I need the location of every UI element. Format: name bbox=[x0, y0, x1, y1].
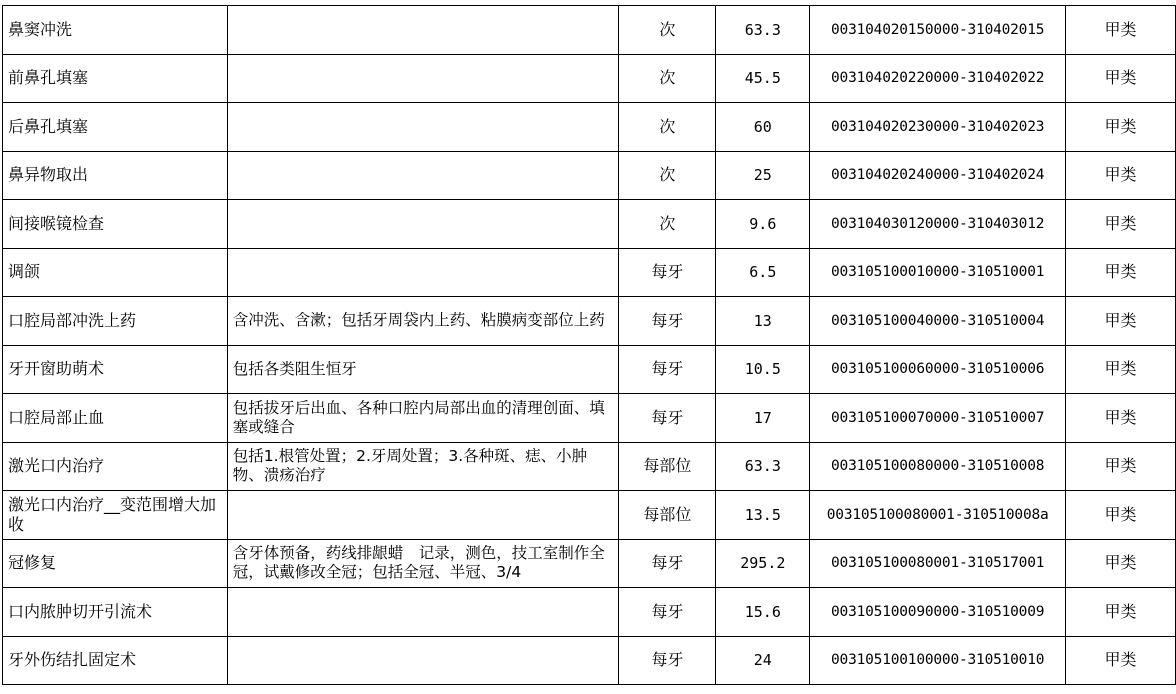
item-description-cell bbox=[227, 103, 619, 152]
price-cell: 63.3 bbox=[716, 442, 810, 491]
price-cell: 13.5 bbox=[716, 491, 810, 540]
price-cell: 63.3 bbox=[716, 6, 810, 55]
table-row bbox=[3, 6, 1176, 55]
category-cell: 甲类 bbox=[1066, 297, 1176, 346]
unit-cell: 次 bbox=[619, 200, 716, 249]
category-cell: 甲类 bbox=[1066, 588, 1176, 637]
item-description-cell bbox=[227, 248, 619, 297]
table-row bbox=[3, 539, 1176, 588]
item-code-cell: 003105100100000-310510010 bbox=[810, 636, 1066, 685]
category-cell: 甲类 bbox=[1066, 442, 1176, 491]
item-name-cell: 口腔局部冲洗上药 bbox=[3, 297, 228, 346]
item-name-cell: 牙开窗助萌术 bbox=[3, 345, 228, 394]
table-row bbox=[3, 394, 1176, 443]
category-cell: 甲类 bbox=[1066, 248, 1176, 297]
item-name-cell: 口腔局部止血 bbox=[3, 394, 228, 443]
item-description-cell: 含冲洗、含漱；包括牙周袋内上药、粘膜病变部位上药 bbox=[227, 297, 619, 346]
price-cell: 25 bbox=[716, 151, 810, 200]
item-name-cell: 冠修复 bbox=[3, 539, 228, 588]
item-name-cell: 前鼻孔填塞 bbox=[3, 54, 228, 103]
unit-cell: 次 bbox=[619, 54, 716, 103]
item-name-cell: 口内脓肿切开引流术 bbox=[3, 588, 228, 637]
price-cell: 6.5 bbox=[716, 248, 810, 297]
item-name-cell: 后鼻孔填塞 bbox=[3, 103, 228, 152]
item-description-cell bbox=[227, 200, 619, 249]
unit-cell: 次 bbox=[619, 151, 716, 200]
item-name-cell: 牙外伤结扎固定术 bbox=[3, 636, 228, 685]
item-code-cell: 003104020240000-310402024 bbox=[810, 151, 1066, 200]
category-cell: 甲类 bbox=[1066, 103, 1176, 152]
category-cell: 甲类 bbox=[1066, 6, 1176, 55]
item-description-cell: 包括拔牙后出血、各种口腔内局部出血的清理创面、填塞或缝合 bbox=[227, 394, 619, 443]
table-row bbox=[3, 54, 1176, 103]
price-cell: 9.6 bbox=[716, 200, 810, 249]
unit-cell: 每牙 bbox=[619, 539, 716, 588]
table-row bbox=[3, 248, 1176, 297]
table-row bbox=[3, 151, 1176, 200]
item-code-cell: 003105100080001-310517001 bbox=[810, 539, 1066, 588]
item-code-cell: 003104020230000-310402023 bbox=[810, 103, 1066, 152]
price-cell: 15.6 bbox=[716, 588, 810, 637]
item-name-cell: 调颌 bbox=[3, 248, 228, 297]
item-name-cell: 激光口内治疗 bbox=[3, 442, 228, 491]
price-cell: 10.5 bbox=[716, 345, 810, 394]
item-code-cell: 003105100070000-310510007 bbox=[810, 394, 1066, 443]
table-row bbox=[3, 442, 1176, 491]
item-description-cell bbox=[227, 6, 619, 55]
category-cell: 甲类 bbox=[1066, 636, 1176, 685]
unit-cell: 每牙 bbox=[619, 297, 716, 346]
item-name-cell: 间接喉镜检查 bbox=[3, 200, 228, 249]
table-row bbox=[3, 588, 1176, 637]
price-cell: 13 bbox=[716, 297, 810, 346]
unit-cell: 每牙 bbox=[619, 248, 716, 297]
table-row bbox=[3, 491, 1176, 540]
item-code-cell: 003104020150000-310402015 bbox=[810, 6, 1066, 55]
table-body bbox=[3, 6, 1176, 685]
item-code-cell: 003105100090000-310510009 bbox=[810, 588, 1066, 637]
item-name-cell: 鼻异物取出 bbox=[3, 151, 228, 200]
item-code-cell: 003105100080000-310510008 bbox=[810, 442, 1066, 491]
unit-cell: 次 bbox=[619, 6, 716, 55]
unit-cell: 每牙 bbox=[619, 588, 716, 637]
item-code-cell: 003105100040000-310510004 bbox=[810, 297, 1066, 346]
category-cell: 甲类 bbox=[1066, 539, 1176, 588]
unit-cell: 每部位 bbox=[619, 491, 716, 540]
unit-cell: 每部位 bbox=[619, 442, 716, 491]
item-code-cell: 003105100080001-310510008a bbox=[810, 491, 1066, 540]
table-row bbox=[3, 103, 1176, 152]
category-cell: 甲类 bbox=[1066, 394, 1176, 443]
category-cell: 甲类 bbox=[1066, 54, 1176, 103]
item-description-cell: 包括1.根管处置；2.牙周处置；3.各种斑、痣、小肿物、溃疡治疗 bbox=[227, 442, 619, 491]
table-row bbox=[3, 200, 1176, 249]
item-code-cell: 003104030120000-310403012 bbox=[810, 200, 1066, 249]
price-cell: 295.2 bbox=[716, 539, 810, 588]
item-description-cell: 包括各类阻生恒牙 bbox=[227, 345, 619, 394]
table-row bbox=[3, 345, 1176, 394]
item-description-cell bbox=[227, 636, 619, 685]
price-cell: 24 bbox=[716, 636, 810, 685]
fee-schedule-table bbox=[2, 5, 1176, 685]
price-cell: 17 bbox=[716, 394, 810, 443]
category-cell: 甲类 bbox=[1066, 151, 1176, 200]
item-code-cell: 003104020220000-310402022 bbox=[810, 54, 1066, 103]
unit-cell: 次 bbox=[619, 103, 716, 152]
item-description-cell bbox=[227, 151, 619, 200]
price-cell: 45.5 bbox=[716, 54, 810, 103]
item-code-cell: 003105100010000-310510001 bbox=[810, 248, 1066, 297]
category-cell: 甲类 bbox=[1066, 345, 1176, 394]
item-code-cell: 003105100060000-310510006 bbox=[810, 345, 1066, 394]
price-cell: 60 bbox=[716, 103, 810, 152]
unit-cell: 每牙 bbox=[619, 636, 716, 685]
table-row bbox=[3, 297, 1176, 346]
item-description-cell bbox=[227, 491, 619, 540]
table-row bbox=[3, 636, 1176, 685]
category-cell: 甲类 bbox=[1066, 491, 1176, 540]
item-description-cell bbox=[227, 54, 619, 103]
item-name-cell: 鼻窦冲洗 bbox=[3, 6, 228, 55]
item-name-cell: 激光口内治疗__变范围增大加收 bbox=[3, 491, 228, 540]
item-description-cell: 含牙体预备，药线排龈蜡 记录，测色，技工室制作全冠，试戴修改全冠；包括全冠、半冠、3/4 bbox=[227, 539, 619, 588]
unit-cell: 每牙 bbox=[619, 345, 716, 394]
item-description-cell bbox=[227, 588, 619, 637]
unit-cell: 每牙 bbox=[619, 394, 716, 443]
category-cell: 甲类 bbox=[1066, 200, 1176, 249]
